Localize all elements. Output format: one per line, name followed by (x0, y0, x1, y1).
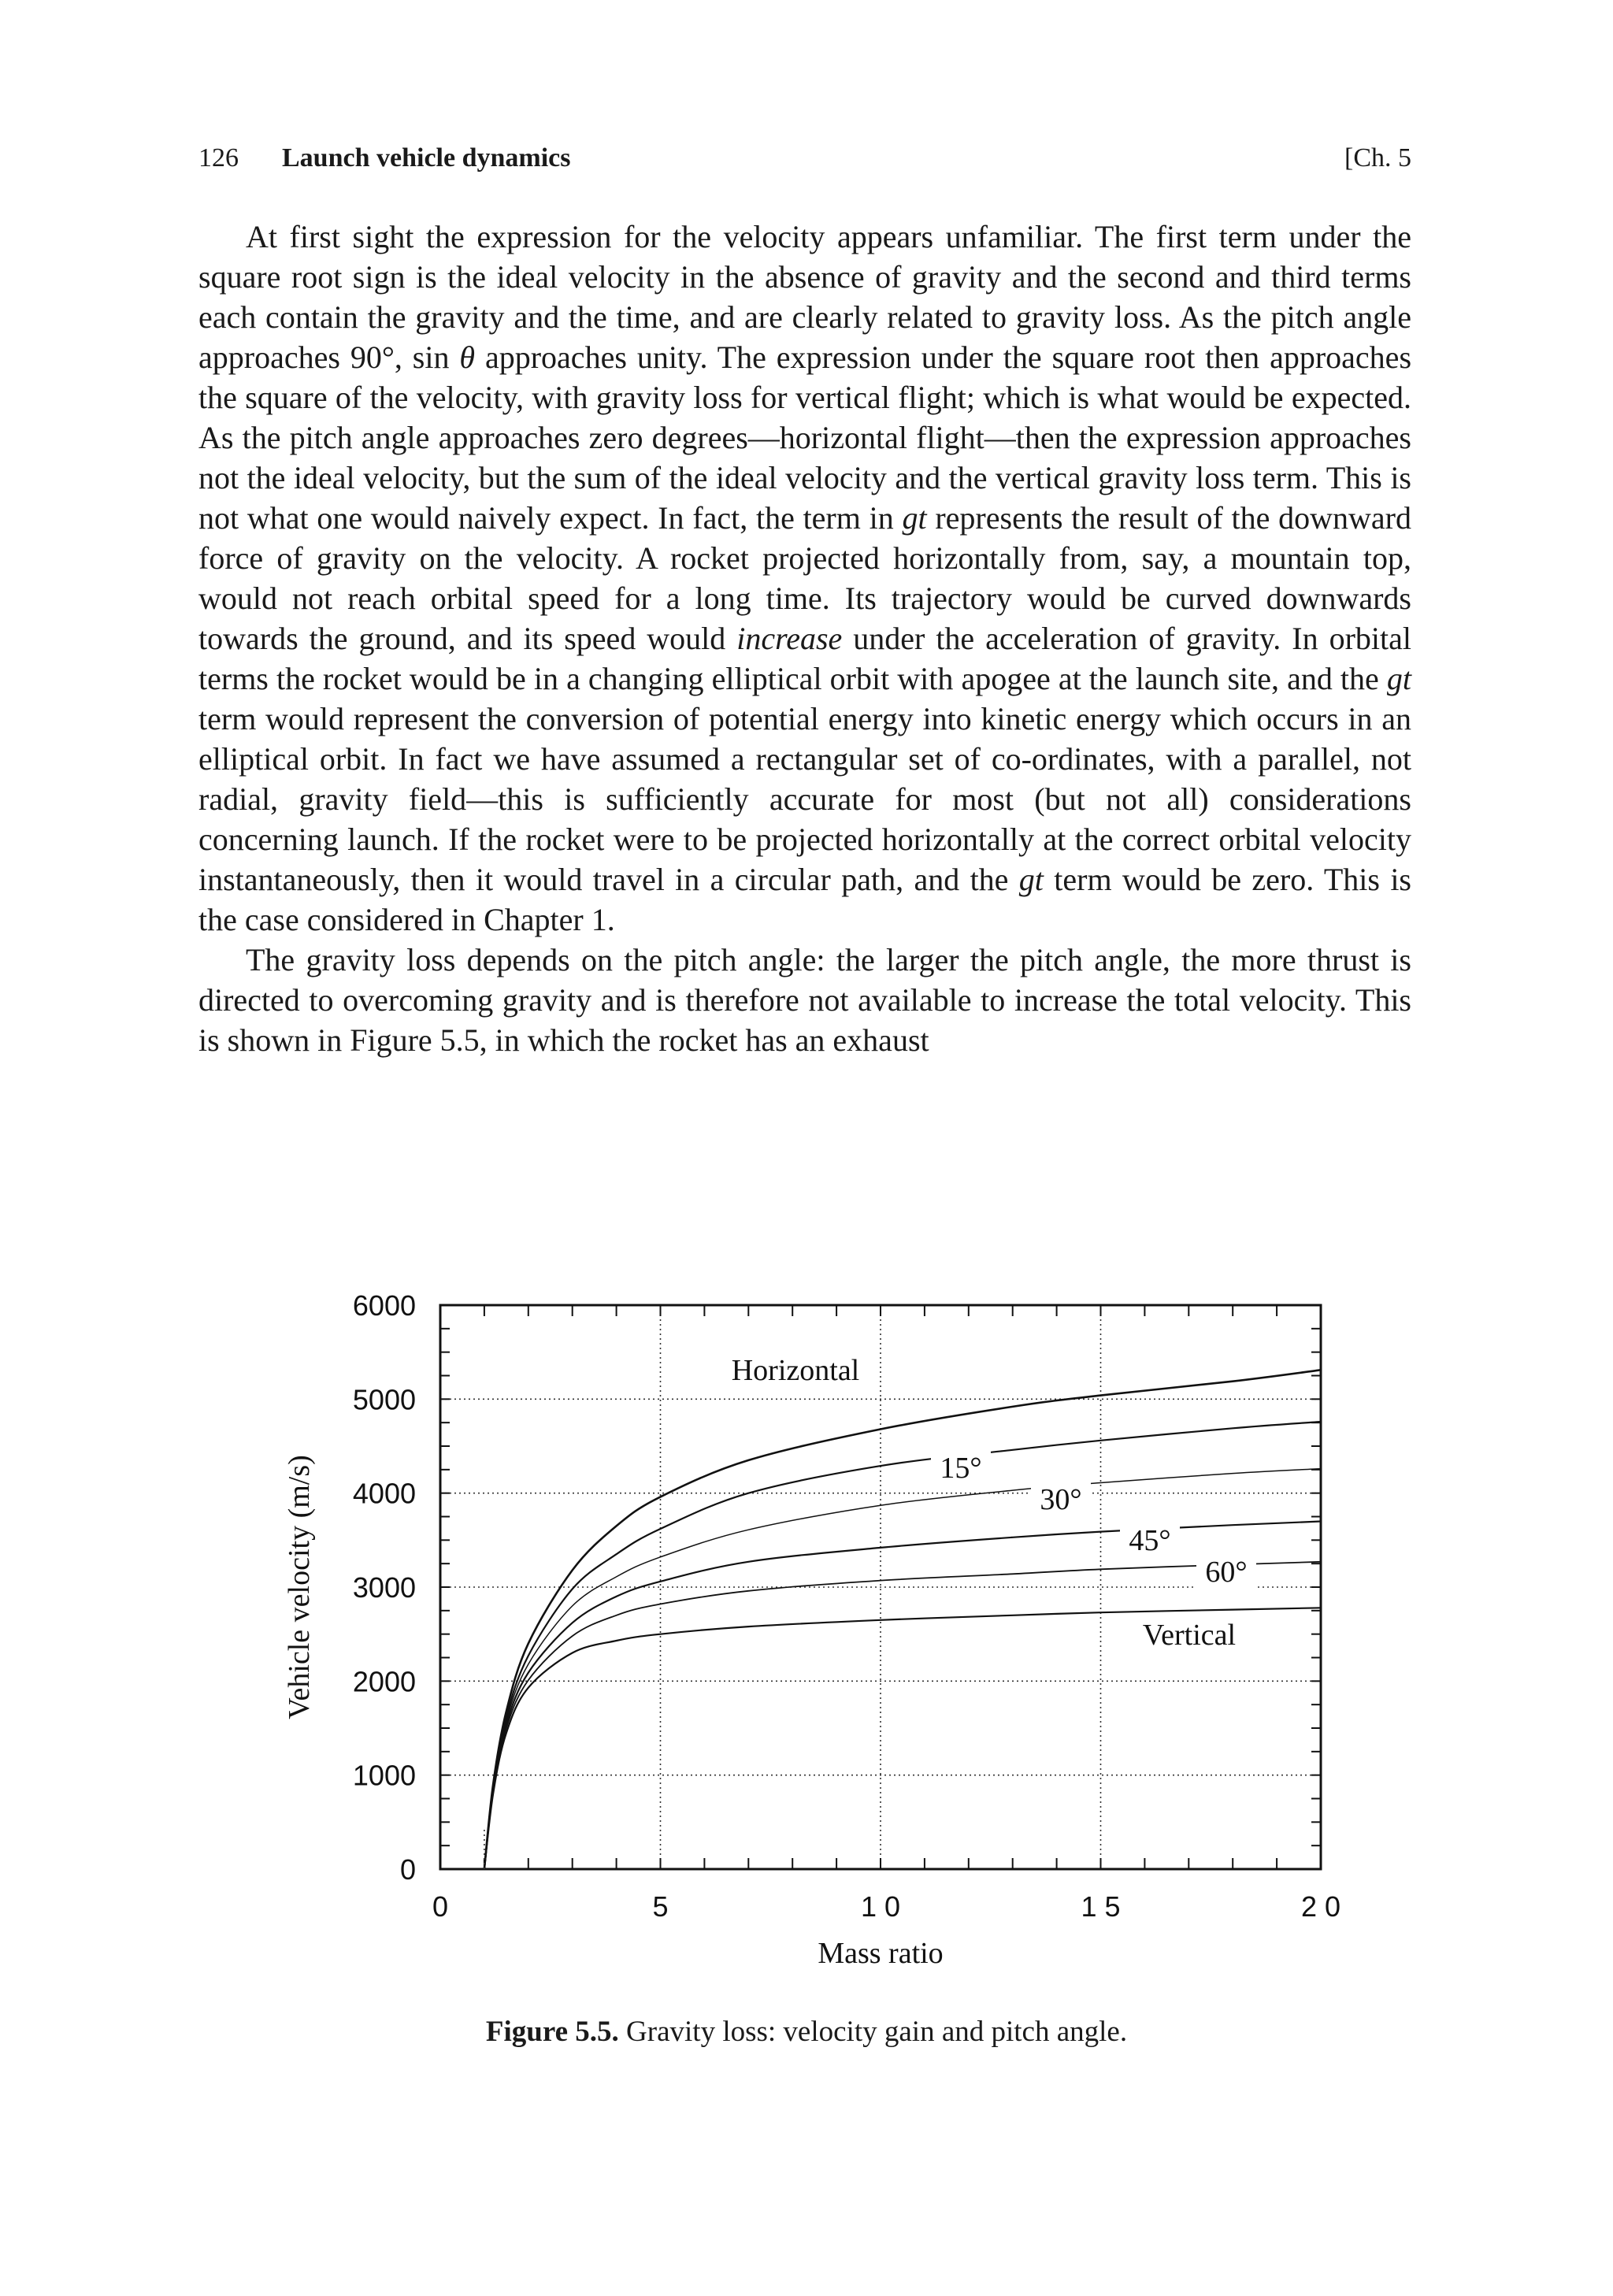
paragraph-run: gt (1386, 661, 1411, 696)
curve-label-60deg: 60° (1205, 1556, 1248, 1589)
y-tick-label: 3000 (352, 1571, 416, 1604)
curve-label-45deg: 45° (1129, 1524, 1171, 1557)
paragraph-run: increase (736, 621, 843, 656)
figure-caption (0, 2015, 1613, 2049)
y-tick-label: 5000 (352, 1383, 416, 1416)
paragraph-run: gt (1018, 862, 1044, 897)
series-line-45deg (484, 1522, 1321, 1870)
paragraph-run: θ (459, 339, 476, 375)
x-axis-label: Mass ratio (818, 1937, 944, 1970)
paragraph-run: term would be zero. This is the case considered in Chapter 1. (198, 862, 1412, 937)
series-line-60deg (484, 1562, 1321, 1869)
paragraph-run: approaches unity. The expression under the square root then approaches the square of the velocity, with gravity loss for vertical flight; which is what would be expected. As the pitch angle approaches zero degrees—horizontal flight—then the expression approaches not the ideal velocity, but the sum of the ideal velocity and the vertical gravity loss term. This is not what one would naively expect. In fact, the term in (198, 339, 1412, 536)
series-line-30deg (484, 1469, 1321, 1869)
running-title: Launch vehicle dynamics (282, 143, 571, 172)
chapter-label: [Ch. 5 (1344, 143, 1411, 172)
figure-caption-text: Gravity loss: velocity gain and pitch angle. (626, 2016, 1128, 2048)
x-tick-label: 2 0 (1300, 1890, 1341, 1923)
x-tick-label: 5 (652, 1890, 669, 1923)
x-tick-label: 1 0 (860, 1890, 901, 1923)
curve-label-15deg: 15° (940, 1452, 982, 1485)
page-number: 126 (198, 143, 239, 172)
y-tick-label: 1000 (352, 1759, 416, 1792)
y-tick-label: 6000 (352, 1289, 416, 1322)
paragraph-run: represents the result of the downward force of gravity on the velocity. A rocket projected horizontally from, say, a mountain top, would not reach orbital speed for a long time. Its trajectory would be curved downwards towards the ground, and its speed would (198, 500, 1411, 656)
curve-label-30deg: 30° (1040, 1483, 1082, 1516)
curve-label-vertical: Vertical (1142, 1619, 1237, 1652)
y-axis-label: Vehicle velocity (m/s) (283, 1455, 316, 1719)
y-tick-label: 0 (399, 1853, 416, 1886)
paragraph-run: under the acceleration of gravity. In orbital terms the rocket would be in a changing elliptical orbit with apogee at the launch site, and the (198, 621, 1411, 696)
curve-label-horizontal: Horizontal (731, 1354, 860, 1387)
figure-label: Figure 5.5. (485, 2016, 619, 2048)
x-tick-label: 0 (432, 1890, 449, 1923)
x-tick-label: 1 5 (1081, 1890, 1121, 1923)
paragraph-run: term would represent the conversion of potential energy into kinetic energy which occurs in an elliptical orbit. In fact we have assumed a rectangular set of co-ordinates, with a parallel, not radial, gravity field—this is sufficiently accurate for most (but not all) considerations concerning launch. If the rocket were to be projected horizontally at the correct orbital velocity instantaneously, then it would travel in a circular path, and the (198, 701, 1411, 897)
y-tick-label: 4000 (352, 1477, 416, 1510)
paragraph-run: The gravity loss depends on the pitch angle: the larger the pitch angle, the more thrust is directed to overcoming gravity and is therefore not available to increase the total velocity. This is shown in Figure 5.5, in which the rocket has an exhaust (198, 942, 1411, 1058)
paragraph-run: gt (902, 500, 927, 536)
paragraph-run: At first sight the expression for the velocity appears unfamiliar. The first term under the square root sign is the ideal velocity in the absence of gravity and the second and third terms each contain the gravity and the time, and are clearly related to gravity loss. As the pitch angle approaches 90°, sin (198, 219, 1411, 375)
y-tick-label: 2000 (352, 1665, 416, 1698)
